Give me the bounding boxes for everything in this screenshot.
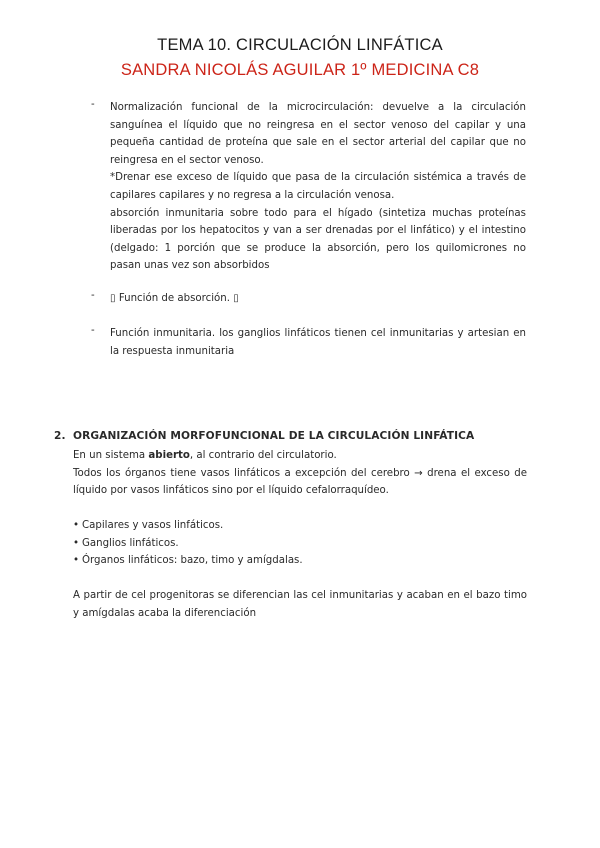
paragraph: Todos los órganos tiene vasos linfáticos a excepción del cerebro → drena el exceso de líquido por vasos linfáticos sino por el líquido cefalorraquídeo.: [73, 467, 527, 497]
list-dash: -: [91, 325, 95, 336]
bullet-text: Ganglios linfáticos.: [82, 537, 179, 549]
list-dash: -: [91, 99, 95, 110]
section-intro: [73, 447, 527, 500]
bullet-item: [73, 535, 303, 553]
paragraph: [73, 447, 527, 465]
bullet-icon: •: [73, 520, 80, 531]
paragraph: ▯ Función de absorción. ▯: [110, 293, 239, 304]
list-dash: -: [91, 290, 95, 301]
section-title: ORGANIZACIÓN MORFOFUNCIONAL DE LA CIRCULACIÓN LINFÁTICA: [73, 430, 475, 442]
bold-text: abierto: [148, 450, 190, 461]
page-title: TEMA 10. CIRCULACIÓN LINFÁTICA: [157, 36, 443, 54]
paragraph: Normalización funcional de la microcirculación: devuelve a la circulación sanguínea el líquido que no reingresa en el sector venoso del capilar y una pequeña cantidad de proteína que sale en el sector arterial del capilar que no reingresa en el sector venoso.: [110, 102, 526, 166]
bullet-text: Capilares y vasos linfáticos.: [82, 520, 224, 531]
paragraph: A partir de cel progenitoras se diferencian las cel inmunitarias y acaban en el bazo timo y amígdalas acaba la diferenciación: [73, 590, 527, 619]
list-item-absorption: [110, 290, 526, 308]
bullet-text: Órganos linfáticos: bazo, timo y amígdalas.: [82, 555, 303, 567]
text-run: , al contrario del circulatorio.: [189, 450, 337, 461]
section-number: 2.: [54, 430, 66, 442]
section-heading: [54, 430, 474, 442]
list-item-immune: [110, 325, 526, 360]
bullet-list: [73, 517, 303, 570]
paragraph: *Drenar ese exceso de líquido que pasa de la circulación sistémica a través de capilares capilares y no regresa a la circulación venosa.: [110, 172, 526, 201]
author-line: SANDRA NICOLÁS AGUILAR 1º MEDICINA C8: [120, 61, 480, 79]
section-closing: [73, 587, 527, 622]
bullet-icon: •: [73, 555, 80, 567]
paragraph: absorción inmunitaria sobre todo para el hígado (sintetiza muchas proteínas liberadas por los hepatocitos y van a ser drenadas por el linfático) y el intestino (delgado: 1 porción que se produce la absorción, pero los quilomicrones no pasan unas vez son absorbidos: [110, 207, 526, 272]
text-run: En un sistema: [73, 450, 149, 461]
paragraph: Función inmunitaria. los ganglios linfáticos tienen cel inmunitarias y artesian en la respuesta inmunitaria: [110, 328, 526, 357]
bullet-item: [73, 552, 303, 570]
list-item-microcirculation: [110, 99, 526, 275]
bullet-item: [73, 517, 303, 535]
bullet-icon: •: [73, 537, 80, 549]
